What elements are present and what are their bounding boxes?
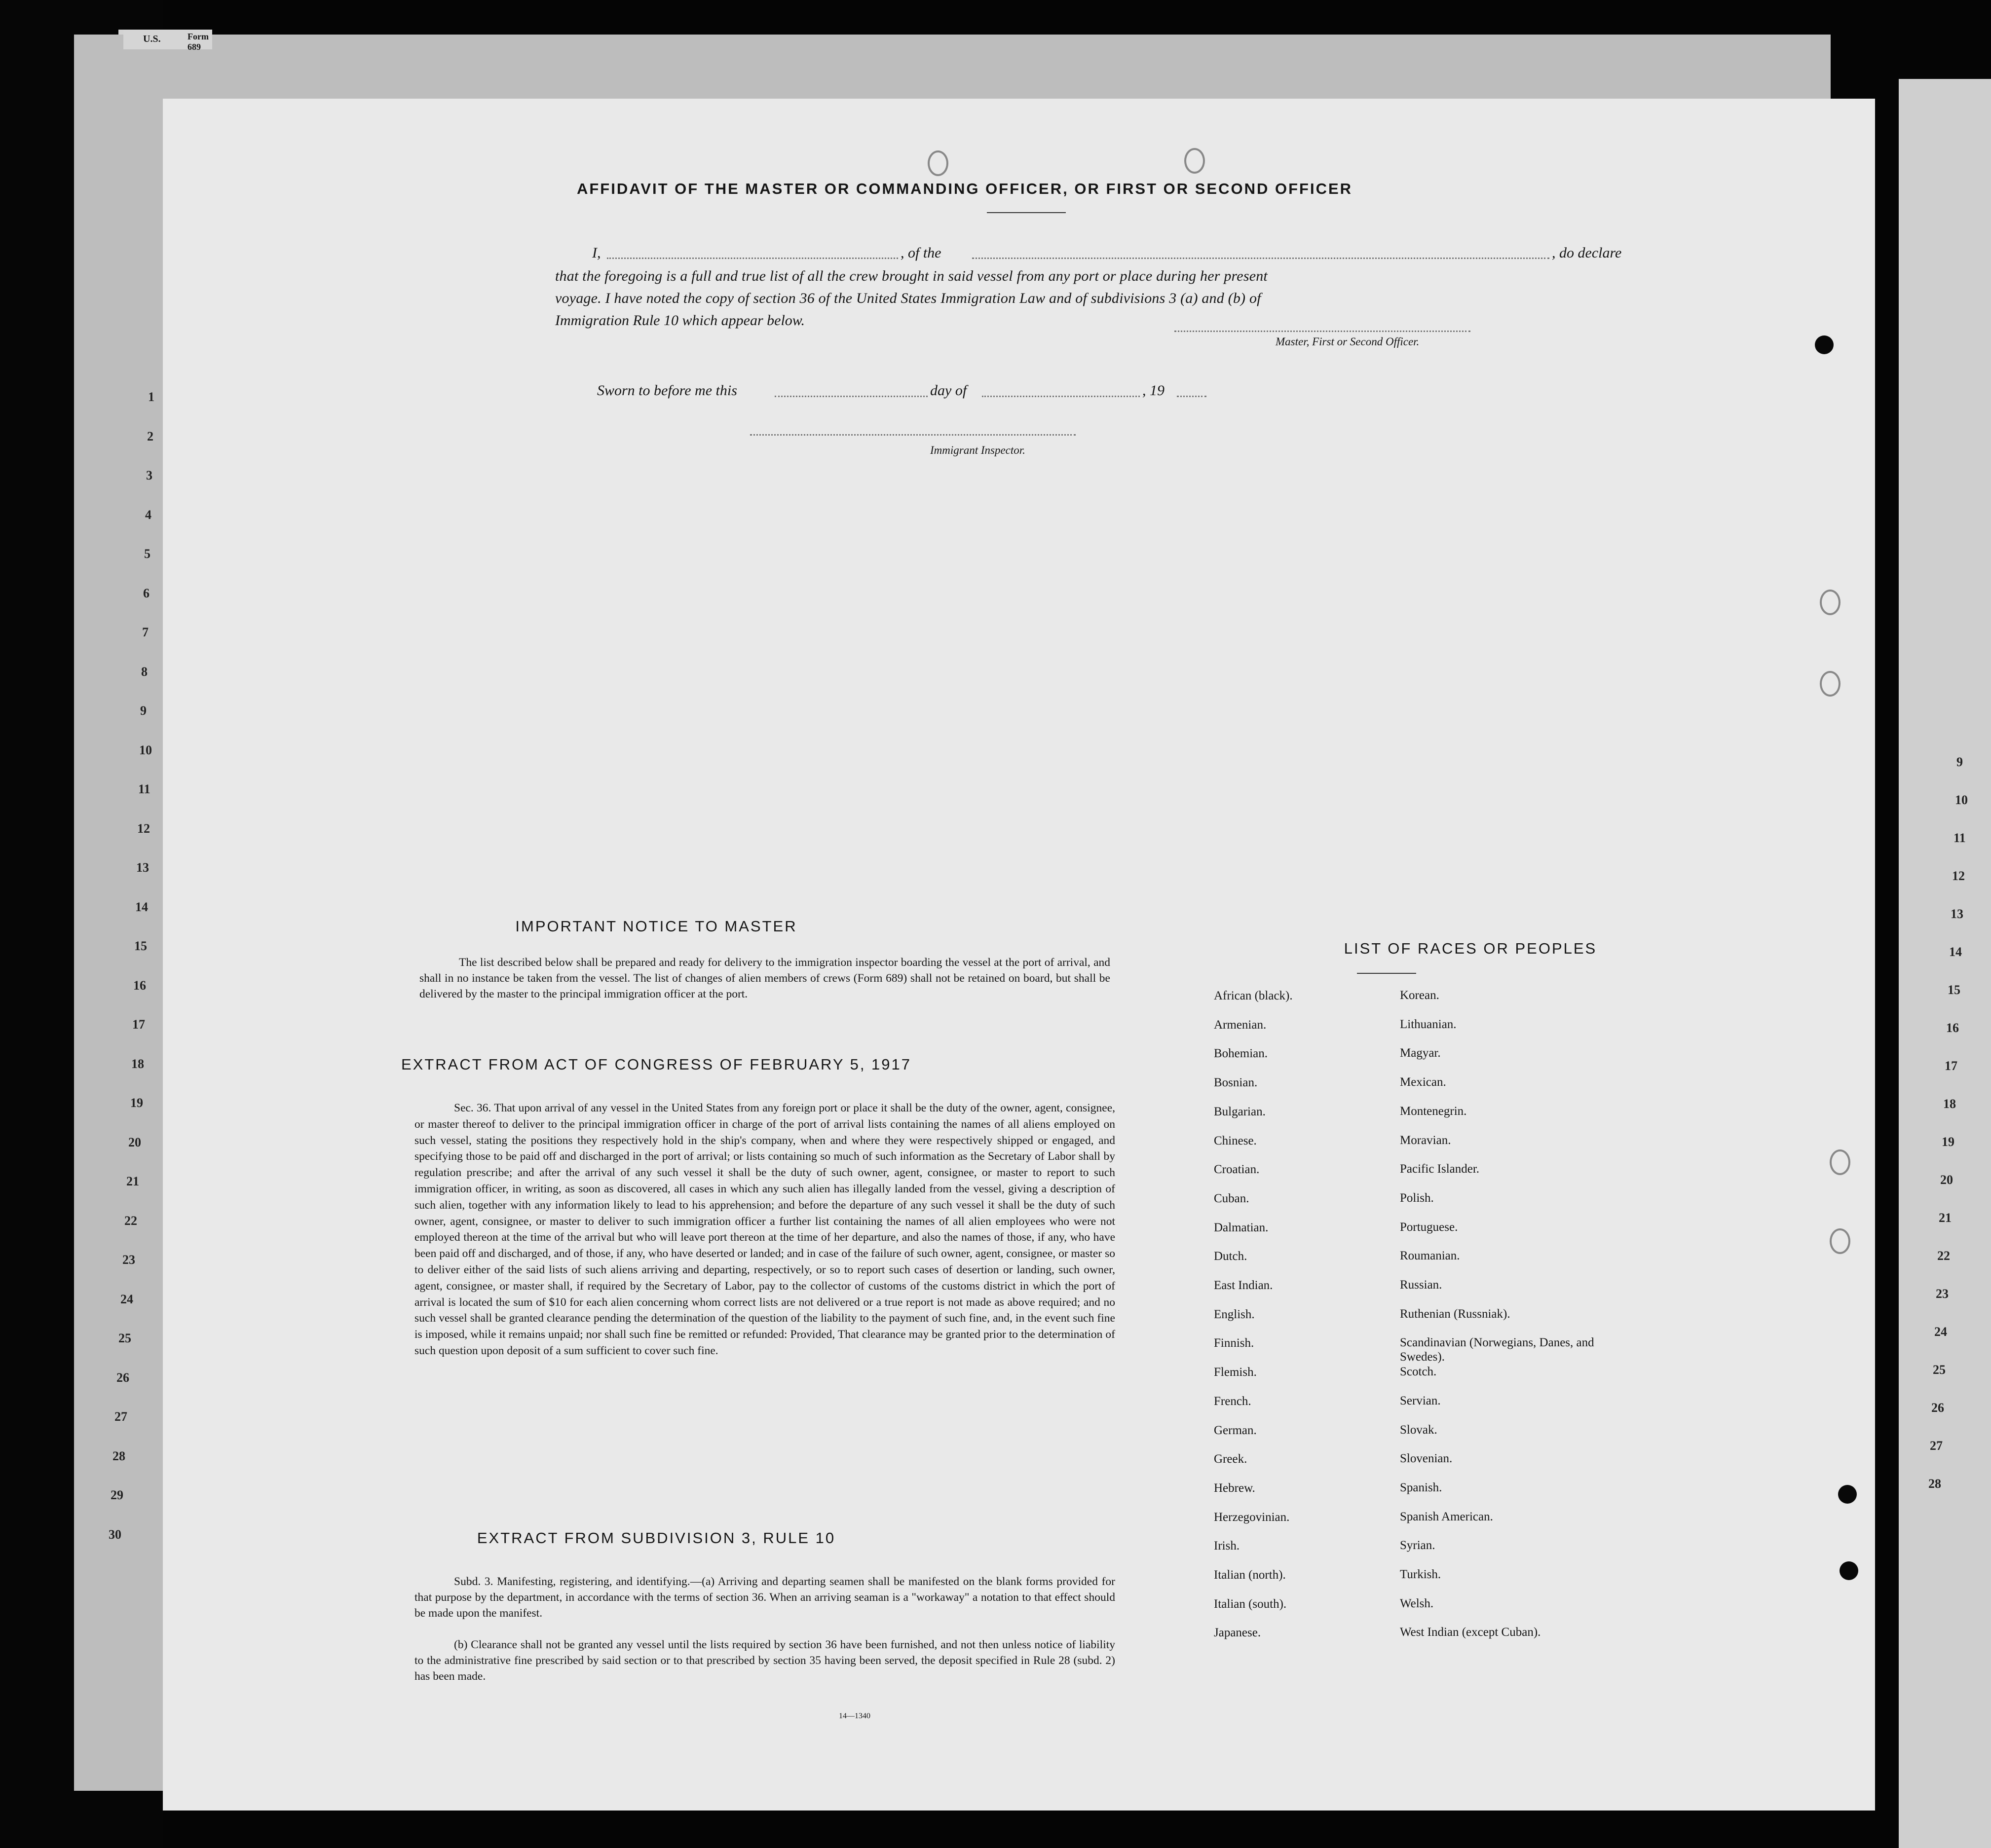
row-number: 16 <box>1946 1021 1959 1035</box>
row-number: 28 <box>113 1448 125 1463</box>
race-item: Moravian. <box>1400 1133 1451 1147</box>
race-item: Spanish. <box>1400 1480 1442 1494</box>
race-item: Lithuanian. <box>1400 1017 1457 1031</box>
title-divider <box>987 212 1066 213</box>
inspector-signature-blank[interactable] <box>750 434 1076 436</box>
act-title: EXTRACT FROM ACT OF CONGRESS OF FEBRUARY 5, 1917 <box>401 1056 912 1073</box>
vessel-blank[interactable] <box>972 258 1549 259</box>
race-item: Bosnian. <box>1214 1076 1258 1090</box>
race-item: Hebrew. <box>1214 1481 1255 1495</box>
row-number: 2 <box>147 429 153 444</box>
race-item: Servian. <box>1400 1394 1441 1407</box>
race-item: Welsh. <box>1400 1596 1434 1610</box>
row-number: 23 <box>122 1253 135 1267</box>
row-number: 26 <box>1931 1401 1944 1415</box>
race-item: French. <box>1214 1394 1251 1408</box>
rule-title: EXTRACT FROM SUBDIVISION 3, RULE 10 <box>477 1529 836 1547</box>
signer-label: Master, First or Second Officer. <box>1276 335 1420 348</box>
race-item: Syrian. <box>1400 1539 1435 1552</box>
punch-hole-dark <box>1840 1561 1858 1580</box>
row-number: 28 <box>1928 1477 1941 1491</box>
row-number: 9 <box>140 703 147 718</box>
punch-hole <box>1184 148 1205 174</box>
row-number: 25 <box>1933 1363 1946 1377</box>
row-number: 27 <box>1930 1439 1943 1453</box>
row-number: 12 <box>1952 869 1965 883</box>
row-number: 20 <box>1940 1173 1953 1187</box>
signature-blank[interactable] <box>1174 331 1470 332</box>
race-item: Russian. <box>1400 1278 1442 1292</box>
row-number: 14 <box>135 899 148 914</box>
race-item: Italian (north). <box>1214 1568 1286 1582</box>
rule-para-b: (b) Clearance shall not be granted any vessel until the lists required by section 36 have been furnished, and not then unless notice of liability to the administrative fine prescribed by said section or to that prescribed by section 35 having been served, the deposit specified in Rule 28 (subd. 2) has been made. <box>414 1638 1115 1683</box>
affidavit-line-4: Immigration Rule 10 which appear below. <box>555 312 805 329</box>
row-number: 11 <box>1953 831 1966 845</box>
race-item: Scotch. <box>1400 1365 1437 1379</box>
race-item: English. <box>1214 1307 1255 1321</box>
row-number: 27 <box>114 1409 127 1424</box>
form-code: 14—1340 <box>839 1712 870 1720</box>
punch-hole-dark <box>1838 1485 1857 1504</box>
race-item: Herzegovinian. <box>1214 1510 1290 1524</box>
race-item: Montenegrin. <box>1400 1104 1467 1118</box>
race-item: Armenian. <box>1214 1018 1267 1032</box>
race-item: Greek. <box>1214 1452 1247 1466</box>
race-item: Slovenian. <box>1400 1452 1453 1466</box>
row-number: 18 <box>131 1056 144 1071</box>
race-item: Chinese. <box>1214 1134 1257 1147</box>
race-item: African (black). <box>1214 989 1293 1002</box>
race-item: Turkish. <box>1400 1568 1441 1581</box>
row-number: 25 <box>118 1331 131 1345</box>
race-item: Irish. <box>1214 1539 1240 1553</box>
row-number: 17 <box>1945 1059 1957 1073</box>
row-number: 9 <box>1956 755 1963 769</box>
row-number: 12 <box>137 821 150 836</box>
race-item: Spanish American. <box>1400 1510 1493 1523</box>
row-number: 24 <box>1934 1325 1947 1339</box>
row-number: 20 <box>128 1135 141 1149</box>
row-number: 6 <box>143 586 150 600</box>
punch-hole <box>1820 590 1841 615</box>
notice-title: IMPORTANT NOTICE TO MASTER <box>515 918 797 935</box>
row-number: 22 <box>124 1213 137 1228</box>
race-item: Dutch. <box>1214 1250 1247 1263</box>
row-number: 18 <box>1943 1097 1956 1111</box>
underlying-header-strip <box>123 30 212 52</box>
name-blank[interactable] <box>607 258 898 259</box>
row-number: 23 <box>1936 1287 1949 1301</box>
race-item: Finnish. <box>1214 1336 1254 1350</box>
race-item: Japanese. <box>1214 1626 1261 1640</box>
row-number: 7 <box>142 625 149 639</box>
punch-hole <box>1820 671 1841 697</box>
race-item: Korean. <box>1400 989 1439 1002</box>
notice-body: The list described below shall be prepared and ready for delivery to the immigration inspector boarding the vessel at the port of arrival, and shall in no instance be taken from the vessel. The list of changes of alien members of crews (Form 689) shall not be retained on board, but shall be delivered by the master to the principal immigration officer at the port. <box>419 956 1110 1000</box>
sworn-label: Sworn to before me this <box>597 382 737 399</box>
underlying-page-right <box>1899 79 1991 1848</box>
affidavit-line-2: that the foregoing is a full and true list of all the crew brought in said vessel from any port or place during her present <box>555 268 1268 284</box>
of-the-label: , of the <box>901 245 941 261</box>
us-label: U.S. <box>143 34 161 44</box>
day-of-label: day of <box>930 382 967 399</box>
affidavit-title: AFFIDAVIT OF THE MASTER OR COMMANDING OFFICER, OR FIRST OR SECOND OFFICER <box>576 180 1353 197</box>
row-number: 13 <box>136 860 149 875</box>
row-number: 30 <box>109 1527 121 1542</box>
race-item: Bohemian. <box>1214 1047 1268 1061</box>
race-item: Magyar. <box>1400 1046 1441 1060</box>
year-blank[interactable] <box>1177 396 1206 397</box>
race-item: German. <box>1214 1423 1257 1437</box>
race-item: Roumanian. <box>1400 1249 1460 1263</box>
punch-hole <box>1830 1149 1850 1175</box>
row-number: 24 <box>120 1292 133 1306</box>
day-blank[interactable] <box>775 396 928 397</box>
rule-para-a: Subd. 3. Manifesting, registering, and identifying.—(a) Arriving and departing seamen shall be manifested on the blank forms provided for that purpose by the department, in accordance with the terms of section 36. When an arriving seaman is a "workaway" a notation to that effect should be made upon the manifest. <box>414 1575 1115 1620</box>
race-item: Italian (south). <box>1214 1597 1287 1611</box>
month-blank[interactable] <box>982 396 1140 397</box>
row-number: 29 <box>111 1488 123 1502</box>
row-number: 10 <box>139 742 152 757</box>
row-number: 22 <box>1937 1249 1950 1263</box>
race-item: Portuguese. <box>1400 1220 1458 1234</box>
row-number: 21 <box>1939 1211 1952 1225</box>
race-item: Cuban. <box>1214 1191 1249 1205</box>
row-number: 4 <box>145 507 151 522</box>
race-item: Scandinavian (Norwegians, Danes, and Swedes). <box>1400 1336 1594 1364</box>
i-label: I, <box>592 245 601 261</box>
race-item: Pacific Islander. <box>1400 1162 1480 1176</box>
punch-hole <box>1830 1228 1850 1254</box>
row-number: 16 <box>133 978 146 993</box>
row-number: 1 <box>148 390 154 404</box>
row-number: 8 <box>141 664 148 679</box>
races-divider <box>1357 973 1416 974</box>
affidavit-line-3: voyage. I have noted the copy of section 36 of the United States Immigration Law and of subdivisions 3 (a) and (b) of <box>555 290 1261 306</box>
punch-hole-dark <box>1815 335 1834 354</box>
year-label: , 19 <box>1142 382 1165 399</box>
row-number: 19 <box>130 1096 143 1110</box>
race-item: Mexican. <box>1400 1075 1446 1089</box>
row-number: 15 <box>134 939 147 953</box>
row-number: 13 <box>1951 907 1963 921</box>
row-number: 10 <box>1955 793 1968 807</box>
race-item: East Indian. <box>1214 1279 1273 1292</box>
race-item: Polish. <box>1400 1191 1434 1205</box>
race-item: West Indian (except Cuban). <box>1400 1626 1541 1639</box>
row-number: 17 <box>132 1017 145 1032</box>
row-number: 14 <box>1949 945 1962 959</box>
inspector-label: Immigrant Inspector. <box>930 444 1025 456</box>
row-number: 5 <box>144 547 150 561</box>
race-item: Flemish. <box>1214 1366 1257 1379</box>
row-number: 19 <box>1942 1135 1954 1149</box>
row-number: 26 <box>116 1370 129 1385</box>
race-item: Slovak. <box>1400 1423 1437 1437</box>
race-item: Dalmatian. <box>1214 1220 1269 1234</box>
race-item: Ruthenian (Russniak). <box>1400 1307 1510 1321</box>
form-label: Form 689 <box>188 32 209 52</box>
race-item: Croatian. <box>1214 1163 1260 1177</box>
race-item: Bulgarian. <box>1214 1105 1266 1118</box>
punch-hole <box>928 150 948 176</box>
act-body: Sec. 36. That upon arrival of any vessel in the United States from any foreign port or place it shall be the duty of the owner, agent, consignee, or master thereof to deliver to the principal immigration officer in charge of the port of arrival lists containing the names of all aliens employed on such vessel, stating the positions they respectively hold in the ship's company, when and where they were respectively shipped or engaged, and specifying those to be paid off and discharged in the port of arrival; or lists containing so much of such information as the Secretary of Labor shall by regulation prescribe; and after the arrival of any such vessel it shall be the duty of such owner, agent, consignee, or master to report to such immigration officer, in writing, as soon as discovered, all cases in which any such alien has illegally landed from the vessel, giving a description of such alien, together with any information likely to lead to his apprehension; and before the departure of any such vessel it shall be the duty of such owner, agent, consignee, or master to deliver to such immigration officer a further list containing the names of all alien employees who were not employed thereon at the time of the arrival but who will leave port thereon at the time of her departure, and also the names of those, if any, who have been paid off and discharged, and of those, if any, who have deserted or landed; and in case of the failure of such owner, agent, consignee, or master so to deliver either of the said lists of such aliens arriving and departing, respectively, or so to report such cases of desertion or landing, such owner, agent, consignee, or master shall, if required by the Secretary of Labor, pay to the collector of customs of the customs district in which the port of arrival is located the sum of $10 for each alien concerning whom correct lists are not delivered or a true report is not made as above required; and no such vessel shall be granted clearance pending the determination of the question of the liability to the payment of such fine, and, in the event such fine is imposed, while it remains unpaid; nor shall such fine be remitted or refunded: Provided, That clearance may be granted prior to the determination of such question upon deposit of a sum sufficient to cover such fine. <box>414 1102 1115 1357</box>
row-number: 21 <box>126 1174 139 1188</box>
do-declare-label: , do declare <box>1552 245 1622 261</box>
affidavit-sheet <box>163 99 1875 1811</box>
row-number: 3 <box>146 468 152 482</box>
row-number: 15 <box>1948 983 1960 997</box>
row-number: 11 <box>138 782 150 796</box>
races-title: LIST OF RACES OR PEOPLES <box>1344 940 1597 957</box>
